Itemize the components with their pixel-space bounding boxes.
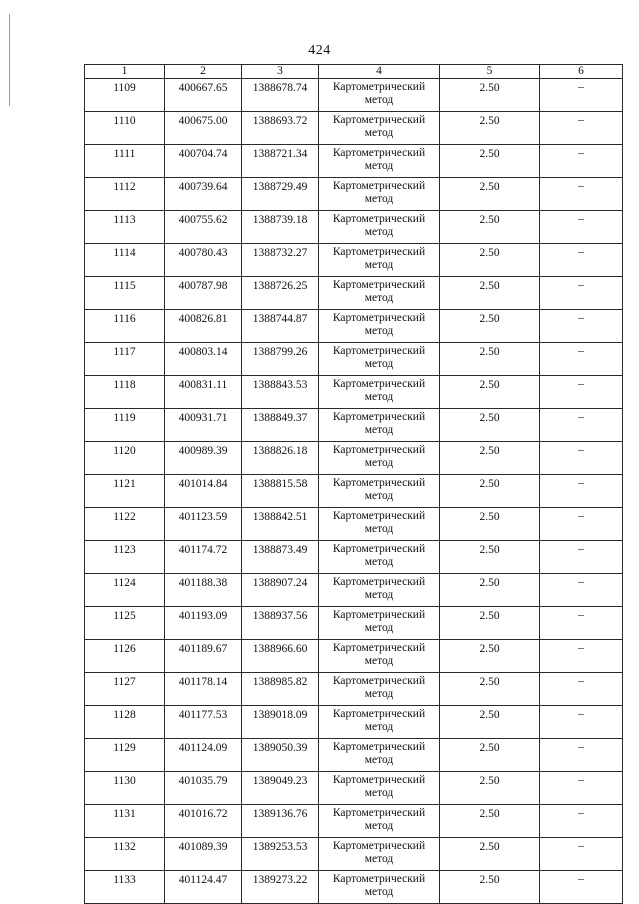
method-cell: Картометрический метод	[319, 310, 440, 343]
point-number-cell: 1109	[85, 79, 165, 112]
y-coordinate-cell: 1388799.26	[242, 343, 319, 376]
note-cell: –	[540, 871, 623, 904]
note-cell: –	[540, 442, 623, 475]
method-cell: Картометрический метод	[319, 178, 440, 211]
table-row	[85, 574, 623, 607]
note-cell: –	[540, 772, 623, 805]
y-coordinate-cell: 1389136.76	[242, 805, 319, 838]
y-coordinate-cell: 1389273.22	[242, 871, 319, 904]
point-number-cell: 1115	[85, 277, 165, 310]
x-coordinate-cell: 400704.74	[165, 145, 242, 178]
note-cell: –	[540, 145, 623, 178]
accuracy-cell: 2.50	[440, 475, 540, 508]
x-coordinate-cell: 401123.59	[165, 508, 242, 541]
note-cell: –	[540, 673, 623, 706]
table-row	[85, 79, 623, 112]
point-number-cell: 1130	[85, 772, 165, 805]
note-cell: –	[540, 79, 623, 112]
table-row	[85, 739, 623, 772]
method-cell: Картометрический метод	[319, 607, 440, 640]
accuracy-cell: 2.50	[440, 79, 540, 112]
x-coordinate-cell: 401178.14	[165, 673, 242, 706]
x-coordinate-cell: 401189.67	[165, 640, 242, 673]
point-number-cell: 1113	[85, 211, 165, 244]
point-number-cell: 1117	[85, 343, 165, 376]
y-coordinate-cell: 1388826.18	[242, 442, 319, 475]
point-number-cell: 1112	[85, 178, 165, 211]
x-coordinate-cell: 401089.39	[165, 838, 242, 871]
method-cell: Картометрический метод	[319, 244, 440, 277]
note-cell: –	[540, 805, 623, 838]
method-cell: Картометрический метод	[319, 343, 440, 376]
table-row	[85, 871, 623, 904]
column-number-row	[85, 65, 623, 79]
y-coordinate-cell: 1388744.87	[242, 310, 319, 343]
method-cell: Картометрический метод	[319, 871, 440, 904]
y-coordinate-cell: 1388693.72	[242, 112, 319, 145]
note-cell: –	[540, 640, 623, 673]
page-number: 424	[308, 43, 331, 58]
y-coordinate-cell: 1388907.24	[242, 574, 319, 607]
point-number-cell: 1110	[85, 112, 165, 145]
y-coordinate-cell: 1388937.56	[242, 607, 319, 640]
y-coordinate-cell: 1388678.74	[242, 79, 319, 112]
accuracy-cell: 2.50	[440, 706, 540, 739]
method-cell: Картометрический метод	[319, 79, 440, 112]
point-number-cell: 1133	[85, 871, 165, 904]
method-cell: Картометрический метод	[319, 475, 440, 508]
x-coordinate-cell: 400755.62	[165, 211, 242, 244]
accuracy-cell: 2.50	[440, 772, 540, 805]
table-row	[85, 442, 623, 475]
x-coordinate-cell: 401188.38	[165, 574, 242, 607]
x-coordinate-cell: 401124.47	[165, 871, 242, 904]
x-coordinate-cell: 400803.14	[165, 343, 242, 376]
column-header-1: 1	[85, 65, 165, 79]
y-coordinate-cell: 1388985.82	[242, 673, 319, 706]
point-number-cell: 1131	[85, 805, 165, 838]
method-cell: Картометрический метод	[319, 739, 440, 772]
accuracy-cell: 2.50	[440, 838, 540, 871]
accuracy-cell: 2.50	[440, 178, 540, 211]
point-number-cell: 1119	[85, 409, 165, 442]
column-header-4: 4	[319, 65, 440, 79]
accuracy-cell: 2.50	[440, 343, 540, 376]
accuracy-cell: 2.50	[440, 376, 540, 409]
accuracy-cell: 2.50	[440, 607, 540, 640]
table-row	[85, 211, 623, 244]
table-row	[85, 409, 623, 442]
table-row	[85, 541, 623, 574]
x-coordinate-cell: 400667.65	[165, 79, 242, 112]
method-cell: Картометрический метод	[319, 706, 440, 739]
note-cell: –	[540, 706, 623, 739]
table-row	[85, 475, 623, 508]
method-cell: Картометрический метод	[319, 640, 440, 673]
note-cell: –	[540, 508, 623, 541]
accuracy-cell: 2.50	[440, 574, 540, 607]
point-number-cell: 1129	[85, 739, 165, 772]
y-coordinate-cell: 1389049.23	[242, 772, 319, 805]
table-row	[85, 805, 623, 838]
table-row	[85, 673, 623, 706]
method-cell: Картометрический метод	[319, 574, 440, 607]
point-number-cell: 1122	[85, 508, 165, 541]
coordinates-table	[84, 64, 623, 904]
point-number-cell: 1124	[85, 574, 165, 607]
accuracy-cell: 2.50	[440, 244, 540, 277]
accuracy-cell: 2.50	[440, 409, 540, 442]
y-coordinate-cell: 1388842.51	[242, 508, 319, 541]
accuracy-cell: 2.50	[440, 145, 540, 178]
point-number-cell: 1120	[85, 442, 165, 475]
accuracy-cell: 2.50	[440, 640, 540, 673]
y-coordinate-cell: 1388739.18	[242, 211, 319, 244]
note-cell: –	[540, 475, 623, 508]
method-cell: Картометрический метод	[319, 772, 440, 805]
column-header-2: 2	[165, 65, 242, 79]
point-number-cell: 1125	[85, 607, 165, 640]
method-cell: Картометрический метод	[319, 211, 440, 244]
point-number-cell: 1116	[85, 310, 165, 343]
note-cell: –	[540, 343, 623, 376]
method-cell: Картометрический метод	[319, 508, 440, 541]
x-coordinate-cell: 400787.98	[165, 277, 242, 310]
method-cell: Картометрический метод	[319, 376, 440, 409]
note-cell: –	[540, 178, 623, 211]
note-cell: –	[540, 112, 623, 145]
accuracy-cell: 2.50	[440, 805, 540, 838]
table-row	[85, 277, 623, 310]
y-coordinate-cell: 1388873.49	[242, 541, 319, 574]
table-row	[85, 145, 623, 178]
y-coordinate-cell: 1389050.39	[242, 739, 319, 772]
note-cell: –	[540, 277, 623, 310]
table-body	[85, 79, 623, 904]
y-coordinate-cell: 1388843.53	[242, 376, 319, 409]
accuracy-cell: 2.50	[440, 211, 540, 244]
binding-margin-line	[9, 14, 10, 106]
y-coordinate-cell: 1388726.25	[242, 277, 319, 310]
y-coordinate-cell: 1388966.60	[242, 640, 319, 673]
y-coordinate-cell: 1389018.09	[242, 706, 319, 739]
accuracy-cell: 2.50	[440, 673, 540, 706]
note-cell: –	[540, 211, 623, 244]
table-row	[85, 112, 623, 145]
method-cell: Картометрический метод	[319, 442, 440, 475]
x-coordinate-cell: 401014.84	[165, 475, 242, 508]
method-cell: Картометрический метод	[319, 112, 440, 145]
y-coordinate-cell: 1388732.27	[242, 244, 319, 277]
x-coordinate-cell: 401016.72	[165, 805, 242, 838]
y-coordinate-cell: 1389253.53	[242, 838, 319, 871]
method-cell: Картометрический метод	[319, 145, 440, 178]
y-coordinate-cell: 1388849.37	[242, 409, 319, 442]
x-coordinate-cell: 401124.09	[165, 739, 242, 772]
x-coordinate-cell: 401177.53	[165, 706, 242, 739]
note-cell: –	[540, 244, 623, 277]
note-cell: –	[540, 607, 623, 640]
method-cell: Картометрический метод	[319, 409, 440, 442]
point-number-cell: 1132	[85, 838, 165, 871]
accuracy-cell: 2.50	[440, 871, 540, 904]
table-row	[85, 343, 623, 376]
point-number-cell: 1118	[85, 376, 165, 409]
point-number-cell: 1123	[85, 541, 165, 574]
point-number-cell: 1121	[85, 475, 165, 508]
accuracy-cell: 2.50	[440, 508, 540, 541]
note-cell: –	[540, 541, 623, 574]
accuracy-cell: 2.50	[440, 442, 540, 475]
y-coordinate-cell: 1388729.49	[242, 178, 319, 211]
accuracy-cell: 2.50	[440, 541, 540, 574]
point-number-cell: 1128	[85, 706, 165, 739]
method-cell: Картометрический метод	[319, 805, 440, 838]
point-number-cell: 1111	[85, 145, 165, 178]
column-header-6: 6	[540, 65, 623, 79]
table-row	[85, 607, 623, 640]
column-header-5: 5	[440, 65, 540, 79]
note-cell: –	[540, 739, 623, 772]
y-coordinate-cell: 1388815.58	[242, 475, 319, 508]
point-number-cell: 1126	[85, 640, 165, 673]
x-coordinate-cell: 401174.72	[165, 541, 242, 574]
table-row	[85, 838, 623, 871]
table-row	[85, 376, 623, 409]
table-row	[85, 706, 623, 739]
x-coordinate-cell: 400739.64	[165, 178, 242, 211]
note-cell: –	[540, 574, 623, 607]
note-cell: –	[540, 310, 623, 343]
method-cell: Картометрический метод	[319, 673, 440, 706]
x-coordinate-cell: 400989.39	[165, 442, 242, 475]
y-coordinate-cell: 1388721.34	[242, 145, 319, 178]
x-coordinate-cell: 400780.43	[165, 244, 242, 277]
table-row	[85, 310, 623, 343]
accuracy-cell: 2.50	[440, 112, 540, 145]
x-coordinate-cell: 401035.79	[165, 772, 242, 805]
note-cell: –	[540, 838, 623, 871]
table-row	[85, 178, 623, 211]
point-number-cell: 1114	[85, 244, 165, 277]
accuracy-cell: 2.50	[440, 739, 540, 772]
column-header-3: 3	[242, 65, 319, 79]
x-coordinate-cell: 400675.00	[165, 112, 242, 145]
x-coordinate-cell: 400826.81	[165, 310, 242, 343]
accuracy-cell: 2.50	[440, 310, 540, 343]
table-row	[85, 772, 623, 805]
method-cell: Картометрический метод	[319, 277, 440, 310]
accuracy-cell: 2.50	[440, 277, 540, 310]
table-row	[85, 640, 623, 673]
x-coordinate-cell: 400831.11	[165, 376, 242, 409]
method-cell: Картометрический метод	[319, 541, 440, 574]
x-coordinate-cell: 401193.09	[165, 607, 242, 640]
method-cell: Картометрический метод	[319, 838, 440, 871]
table-row	[85, 508, 623, 541]
table-row	[85, 244, 623, 277]
note-cell: –	[540, 409, 623, 442]
x-coordinate-cell: 400931.71	[165, 409, 242, 442]
note-cell: –	[540, 376, 623, 409]
point-number-cell: 1127	[85, 673, 165, 706]
